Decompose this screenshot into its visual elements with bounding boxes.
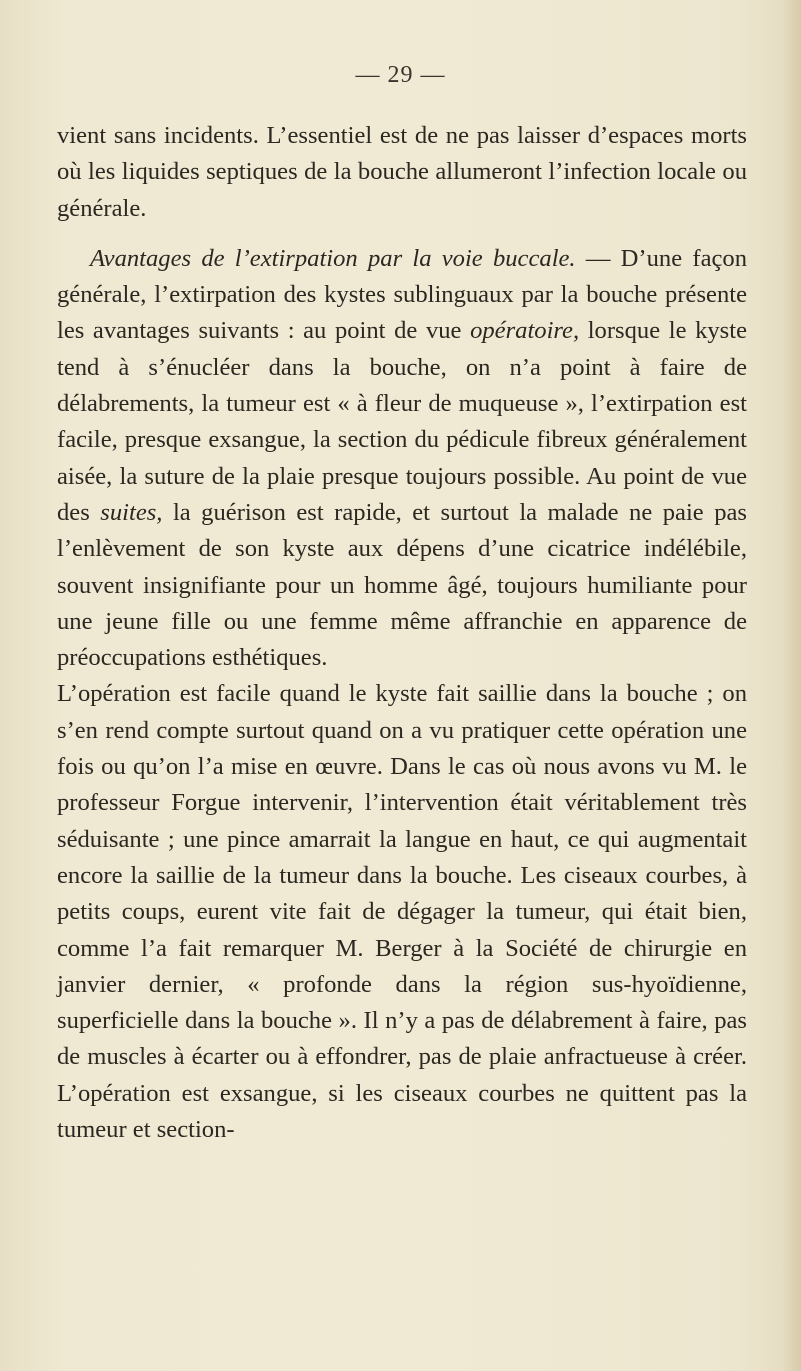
paragraph-operation: L’opération est facile quand le kyste fait saillie dans la bouche ; on s’en rend compte surtout quand on a vu pratiquer cette opération une fois ou qu’on l’a mise en œuvre. Dans le cas où nous avons vu M. le professeur Forgue intervenir, l’intervention était véritablement très séduisante ; une pince amarrait la langue en haut, ce qui augmentait encore la saillie de la tumeur dans la bouche. Les ciseaux courbes, à petits coups, eurent vite fait de dégager la tumeur, qui était bien, comme l’a fait remarquer M. Berger à la Société de chirurgie en janvier dernier, « profonde dans la région sus-hyoïdienne, superficielle dans la bouche ». Il n’y a pas de délabrement à faire, pas de muscles à écarter ou à effondrer, pas de plaie anfractueuse à créer. L’opération est exsangue, si les ciseaux courbes ne quittent pas la tumeur et section- xyxy=(57,680,747,1144)
body-text xyxy=(57,118,747,1148)
paragraph-advantages xyxy=(57,241,747,677)
emphasis-operatoire: opératoire, xyxy=(470,317,580,345)
paragraph-text: lorsque le kyste tend à s’énucléer dans la bouche, on n’a point à faire de délabrements, la tumeur est « à fleur de muqueuse », l’extirpation est facile, presque exsangue, la section du pédicule fibreux généralement aisée, la suture de la plaie presque toujours possible. Au point de vue des xyxy=(57,317,748,526)
section-heading: Avantages de l’extirpation par la voie buccale. xyxy=(90,244,576,272)
paragraph-continued: vient sans incidents. L’essentiel est de ne pas laisser d’espaces morts où les liquides septiques de la bouche allumeront l’infection locale ou générale. xyxy=(57,122,747,222)
paragraph-text: la guérison est rapide, et surtout la malade ne paie pas l’enlèvement de son kyste aux dépens d’une cicatrice indélébile, souvent insignifiante pour un homme âgé, toujours humiliante pour une jeune fille ou une femme même affranchie en apparence de préoccupations esthétiques. xyxy=(57,498,747,672)
emphasis-suites: suites, xyxy=(100,498,163,526)
page-number: — 29 — xyxy=(355,62,446,88)
page-edge-shadow xyxy=(783,0,801,1371)
paragraph-text: — D’une façon générale, l’extirpation des kystes sublinguaux par la bouche présente les avantages suivants : au point de vue xyxy=(57,244,747,345)
